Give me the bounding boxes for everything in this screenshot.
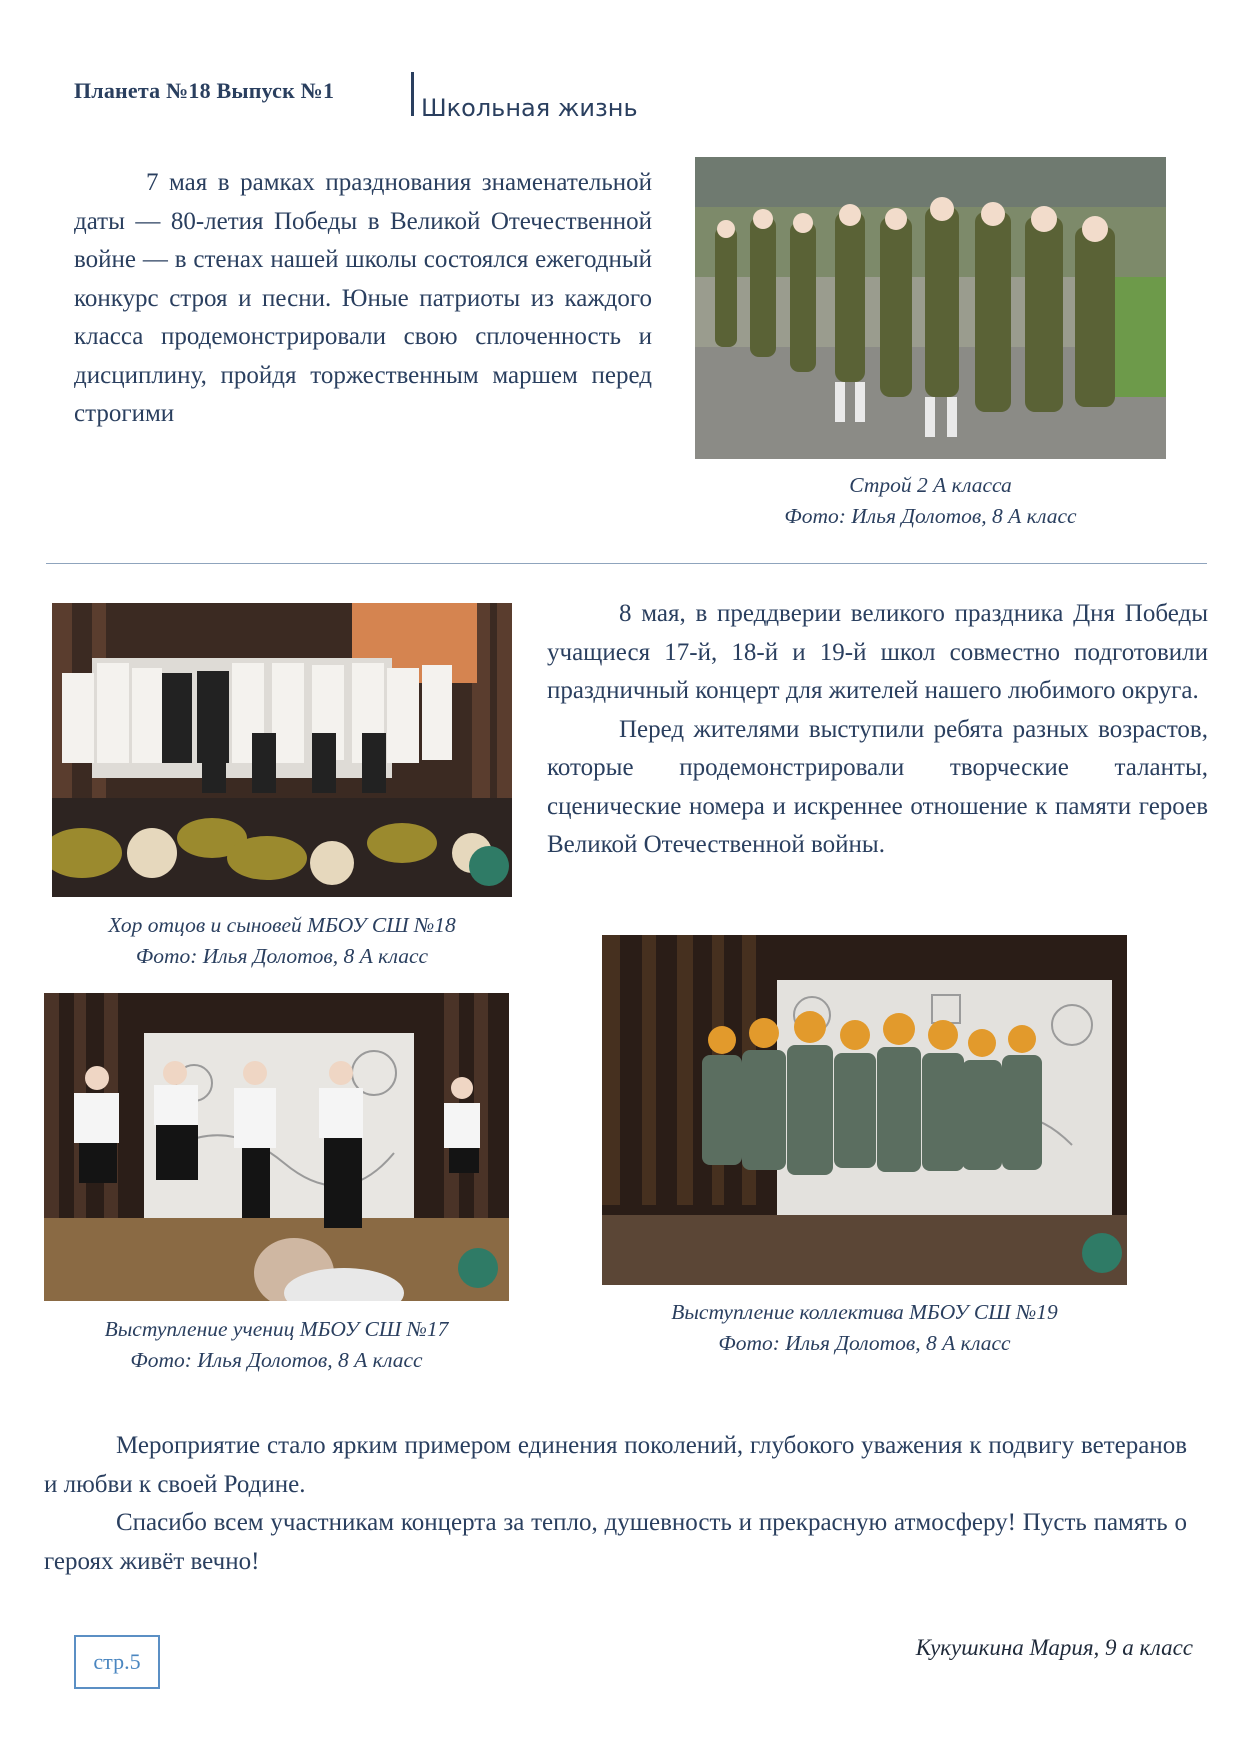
newspaper-issue-title: Планета №18 Выпуск №1 [74, 78, 335, 103]
photo-1-caption-title: Строй 2 А класса [849, 473, 1012, 497]
article-paragraph-5: Спасибо всем участникам концерта за тепло, душевность и прекрасную атмосферу! Пусть память о героях живёт вечно! [44, 1509, 1187, 1575]
photo-choir-18 [52, 603, 512, 897]
page-number: стр.5 [74, 1635, 160, 1689]
photo-3-caption-credit: Фото: Илья Долотов, 8 А класс [130, 1348, 423, 1372]
header-divider [411, 72, 414, 116]
photo-marching-2a [695, 157, 1166, 459]
photo-4-caption-credit: Фото: Илья Долотов, 8 А класс [718, 1331, 1011, 1355]
section-divider [46, 563, 1207, 564]
photo-collective-19 [602, 935, 1127, 1285]
article-paragraph-3: Перед жителями выступили ребята разных возрастов, которые продемонстрировали творческие таланты, сценические номера и искреннее отношение к памяти героев Великой Отечественной войны. [547, 715, 1208, 858]
photo-4-caption-title: Выступление коллектива МБОУ СШ №19 [671, 1300, 1058, 1324]
article-paragraph-1: 7 мая в рамках празднования знаменательной даты — 80-летия Победы в Великой Отечественной войне — в стенах нашей школы состоялся ежегодный конкурс строя и песни. Юные патриоты из каждого класса продемонстрировали свою сплоченность и дисциплину, пройдя торжественным маршем перед строгими [74, 169, 652, 427]
photo-girls-17 [44, 993, 509, 1301]
photo-1-caption-credit: Фото: Илья Долотов, 8 А класс [784, 504, 1077, 528]
photo-3-caption-title: Выступление учениц МБОУ СШ №17 [104, 1317, 449, 1341]
article-paragraph-2: 8 мая, в преддверии великого праздника Дня Победы учащиеся 17-й, 18-й и 19-й школ совместно подготовили праздничный концерт для жителей нашего любимого округа. [547, 600, 1208, 704]
article-paragraph-4: Мероприятие стало ярким примером единения поколений, глубокого уважения к подвигу ветеранов и любви к своей Родине. [44, 1432, 1187, 1498]
section-title: Школьная жизнь [421, 94, 638, 122]
photo-2-caption-credit: Фото: Илья Долотов, 8 А класс [135, 944, 429, 968]
article-author: Кукушкина Мария, 9 а класс [915, 1635, 1193, 1660]
photo-2-caption-title: Хор отцов и сыновей МБОУ СШ №18 [108, 913, 456, 937]
